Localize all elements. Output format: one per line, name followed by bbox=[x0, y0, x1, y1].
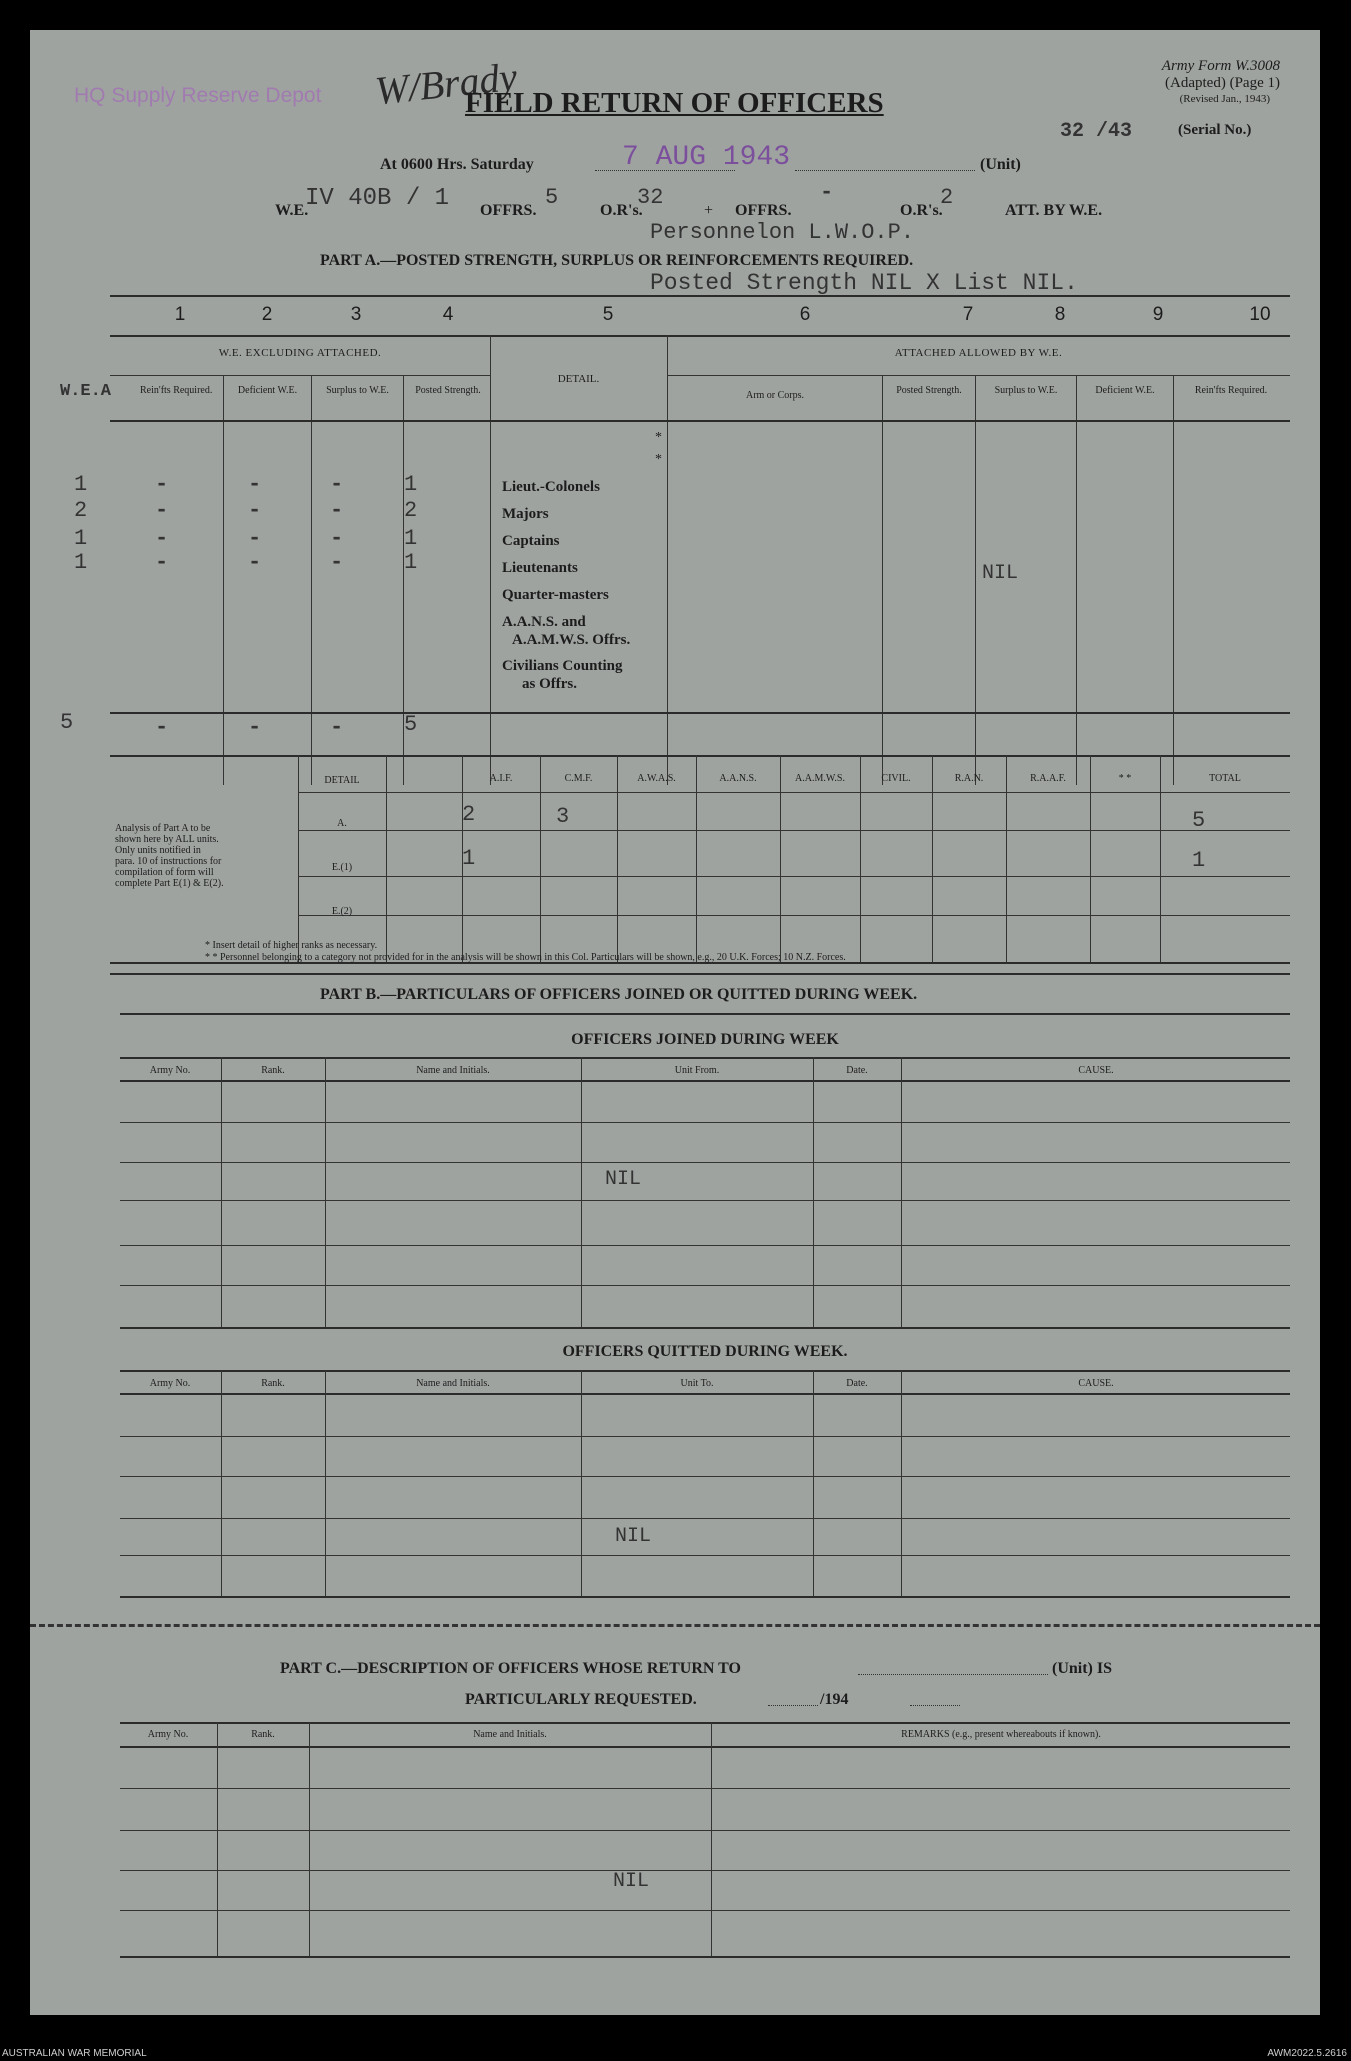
col-header-reinf-att: Rein'fts Required. bbox=[1194, 385, 1268, 396]
grid-line bbox=[932, 755, 933, 962]
rule bbox=[120, 1722, 1290, 1724]
analysis-row-label: E.(2) bbox=[331, 906, 353, 917]
joined-col-header: Unit From. bbox=[674, 1065, 720, 1076]
at-label: At 0600 Hrs. Saturday bbox=[380, 156, 534, 173]
rule bbox=[110, 755, 1290, 757]
grid-line bbox=[223, 375, 224, 785]
analysis-row-label: E.(1) bbox=[331, 862, 353, 873]
col-header-reinf: Rein'fts Required. bbox=[140, 385, 213, 396]
part-c-col-header: REMARKS (e.g., present whereabouts if known). bbox=[901, 1729, 1101, 1740]
part-c-unit: (Unit) IS bbox=[1052, 1660, 1113, 1677]
joined-col-header: Rank. bbox=[261, 1065, 285, 1076]
joined-col-header: Army No. bbox=[149, 1065, 191, 1076]
deficient-cell: - bbox=[248, 526, 262, 551]
reinf-cell: - bbox=[155, 498, 169, 523]
rank-label: Majors bbox=[502, 506, 549, 522]
analysis-col-header: DETAIL bbox=[324, 775, 360, 786]
grid-line bbox=[813, 1370, 814, 1596]
col-number: 5 bbox=[602, 304, 614, 325]
ors-value: 32 bbox=[637, 185, 664, 210]
analysis-col-header: CIVIL. bbox=[881, 773, 911, 784]
grid-line bbox=[1090, 755, 1091, 962]
grid-line bbox=[581, 1370, 582, 1596]
surplus-cell: - bbox=[330, 498, 344, 523]
date-stamp: 7 AUG 1943 bbox=[622, 142, 791, 173]
total-we: 5 bbox=[60, 710, 74, 735]
personnel-note: Personnelon L.W.O.P. bbox=[650, 220, 915, 245]
grid-line bbox=[696, 755, 697, 962]
grid-line bbox=[860, 755, 861, 962]
rule bbox=[110, 335, 1290, 337]
reinf-cell: - bbox=[155, 472, 169, 497]
quitted-col-header: Army No. bbox=[149, 1378, 191, 1389]
grid-line bbox=[581, 1057, 582, 1327]
grid-line bbox=[882, 375, 883, 785]
posted-cell: 1 bbox=[404, 472, 418, 497]
rule bbox=[120, 1788, 1290, 1789]
grid-line bbox=[1160, 755, 1161, 962]
col-header-deficient: Deficient W.E. bbox=[237, 385, 298, 396]
reinf-cell: - bbox=[155, 526, 169, 551]
part-c-col-header: Army No. bbox=[147, 1729, 189, 1740]
part-c-date-format: /194 bbox=[820, 1691, 849, 1708]
grid-line bbox=[540, 755, 541, 962]
form-title: FIELD RETURN OF OFFICERS bbox=[465, 87, 884, 119]
analysis-col-header: A.I.F. bbox=[489, 773, 513, 784]
total-a-value: 5 bbox=[1192, 808, 1206, 833]
attached-header: ATTACHED ALLOWED BY W.E. bbox=[894, 347, 1063, 359]
col-header-posted-att: Posted Strength. bbox=[896, 385, 962, 396]
rule bbox=[120, 1285, 1290, 1286]
col-number: 4 bbox=[442, 304, 454, 325]
total-deficient: - bbox=[248, 715, 262, 740]
col-number: 3 bbox=[350, 304, 362, 325]
grid-line bbox=[667, 335, 668, 785]
quitted-nil: NIL bbox=[615, 1525, 652, 1548]
quitted-col-header: Rank. bbox=[261, 1378, 285, 1389]
signature: W/Brady bbox=[373, 53, 520, 114]
joined-col-header: CAUSE. bbox=[1078, 1065, 1114, 1076]
rule bbox=[298, 830, 1290, 831]
rule bbox=[120, 1370, 1290, 1372]
quitted-col-header: CAUSE. bbox=[1078, 1378, 1114, 1389]
rule bbox=[120, 1870, 1290, 1871]
col-number: 1 bbox=[174, 304, 186, 325]
analysis-row-label: A. bbox=[337, 818, 347, 829]
grid-line bbox=[298, 755, 299, 962]
rank-label: A.A.N.S. and bbox=[502, 614, 586, 630]
we-excluding-header: W.E. EXCLUDING ATTACHED. bbox=[218, 347, 382, 359]
deficient-cell: - bbox=[248, 498, 262, 523]
col-number: 7 bbox=[962, 304, 974, 325]
deficient-cell: - bbox=[248, 472, 262, 497]
grid-line bbox=[1006, 755, 1007, 962]
analysis-col-header: A.A.M.W.S. bbox=[795, 773, 845, 784]
ors2-label: O.R's. bbox=[900, 202, 943, 219]
plus-sign: + bbox=[704, 202, 714, 219]
quitted-col-header: Unit To. bbox=[680, 1378, 714, 1389]
grid-line bbox=[617, 755, 618, 962]
attached-nil: NIL bbox=[982, 562, 1019, 585]
joined-col-header: Date. bbox=[846, 1065, 868, 1076]
we-count: 1 bbox=[74, 472, 88, 497]
att-label: ATT. BY W.E. bbox=[1005, 202, 1103, 219]
note-line: compilation of form will bbox=[115, 867, 214, 878]
rule bbox=[667, 375, 1290, 376]
column-numbers bbox=[110, 304, 1290, 328]
army-form-label: Army Form W.3008 bbox=[1161, 58, 1280, 74]
col-header-surplus: Surplus to W.E. bbox=[326, 385, 389, 396]
serial-label: (Serial No.) bbox=[1178, 122, 1252, 138]
offrs-label: OFFRS. bbox=[480, 202, 537, 219]
part-c-col-header: Rank. bbox=[251, 1729, 275, 1740]
offrs2-label: OFFRS. bbox=[735, 202, 792, 219]
grid-line bbox=[813, 1057, 814, 1327]
analysis-col-header: A.A.N.S. bbox=[719, 773, 757, 784]
star-mark: * bbox=[655, 452, 662, 467]
total-e1-value: 1 bbox=[1192, 848, 1206, 873]
grid-line bbox=[780, 755, 781, 962]
rank-label: Civilians Counting bbox=[502, 658, 623, 674]
footnote-2: * * Personnel belonging to a category not provided for in the analysis will be shown in this Col. Particulars will be shown, e.g., 20 U.K. Forces; 10 N.Z. Forces. bbox=[205, 952, 846, 963]
rule bbox=[298, 876, 1290, 877]
part-a-title: PART A.—POSTED STRENGTH, SURPLUS OR REINFORCEMENTS REQUIRED. bbox=[320, 252, 914, 269]
joined-title: OFFICERS JOINED DURING WEEK bbox=[571, 1031, 839, 1048]
unit-dots bbox=[858, 1674, 1048, 1675]
we-label: W.E. bbox=[275, 202, 309, 219]
analysis-col-header: A.W.A.S. bbox=[637, 773, 676, 784]
grid-line bbox=[311, 375, 312, 785]
rank-label: Lieut.-Colonels bbox=[502, 479, 600, 495]
rule bbox=[120, 1327, 1290, 1329]
rank-label: Quarter-masters bbox=[502, 587, 609, 603]
grid-line bbox=[221, 1057, 222, 1327]
rule bbox=[120, 1910, 1290, 1911]
cmf-a-value: 3 bbox=[556, 804, 570, 829]
rule bbox=[120, 1596, 1290, 1598]
footer-left: AUSTRALIAN WAR MEMORIAL bbox=[2, 2048, 147, 2059]
rule bbox=[120, 1956, 1290, 1958]
analysis-col-header: TOTAL bbox=[1209, 773, 1241, 784]
rule bbox=[120, 1830, 1290, 1831]
col-header-posted: Posted Strength. bbox=[415, 385, 481, 396]
quitted-col-header: Name and Initials. bbox=[416, 1378, 490, 1389]
rule bbox=[110, 375, 490, 376]
part-c-line2: PARTICULARLY REQUESTED. bbox=[465, 1691, 697, 1708]
col-header-surplus-att: Surplus to W.E. bbox=[994, 385, 1058, 396]
rank-label: as Offrs. bbox=[522, 676, 577, 692]
col-number: 9 bbox=[1152, 304, 1164, 325]
unit-label: (Unit) bbox=[980, 156, 1021, 173]
we-a-label: W.E.A bbox=[60, 382, 112, 401]
rule bbox=[110, 712, 1290, 714]
aif-e1-value: 1 bbox=[462, 846, 476, 871]
grid-line bbox=[901, 1370, 902, 1596]
perforation-line bbox=[30, 1624, 1320, 1627]
rule bbox=[120, 1080, 1290, 1082]
surplus-cell: - bbox=[330, 472, 344, 497]
serial-value: 32 /43 bbox=[1060, 120, 1133, 143]
grid-line bbox=[386, 755, 387, 962]
rule bbox=[298, 792, 1290, 793]
surplus-cell: - bbox=[330, 526, 344, 551]
analysis-col-header: R.A.A.F. bbox=[1030, 773, 1066, 784]
total-reinf: - bbox=[155, 715, 169, 740]
rule bbox=[120, 1245, 1290, 1246]
rule bbox=[120, 1200, 1290, 1201]
part-a-typed-note: Posted Strength NIL X List NIL. bbox=[650, 270, 1078, 296]
note-line: para. 10 of instructions for bbox=[115, 856, 222, 867]
joined-col-header: Name and Initials. bbox=[416, 1065, 490, 1076]
note-line: shown here by ALL units. bbox=[115, 834, 219, 845]
detail-header: DETAIL. bbox=[557, 373, 600, 385]
grid-line bbox=[309, 1722, 310, 1956]
part-b-title: PART B.—PARTICULARS OF OFFICERS JOINED OR QUITTED DURING WEEK. bbox=[320, 986, 918, 1003]
rule bbox=[120, 1162, 1290, 1163]
deficient-cell: - bbox=[248, 550, 262, 575]
offrs-value: 5 bbox=[545, 185, 559, 210]
rule bbox=[298, 915, 1290, 916]
col-number: 8 bbox=[1054, 304, 1066, 325]
grid-line bbox=[1173, 375, 1174, 785]
grid-line bbox=[1076, 375, 1077, 785]
surplus-cell: - bbox=[330, 550, 344, 575]
we-count: 2 bbox=[74, 498, 88, 523]
grid-line bbox=[490, 335, 491, 785]
date-dots bbox=[768, 1705, 818, 1706]
reinf-cell: - bbox=[155, 550, 169, 575]
we-count: 1 bbox=[74, 550, 88, 575]
part-c-title: PART C.—DESCRIPTION OF OFFICERS WHOSE RETURN TO bbox=[280, 1660, 741, 1677]
total-surplus: - bbox=[330, 715, 344, 740]
rank-label: Captains bbox=[502, 533, 560, 549]
col-header-arm: Arm or Corps. bbox=[745, 390, 805, 401]
rule bbox=[110, 420, 1290, 422]
grid-line bbox=[325, 1057, 326, 1327]
analysis-col-header: * * bbox=[1118, 773, 1132, 784]
we-value: IV 40B / 1 bbox=[305, 185, 450, 212]
grid-line bbox=[975, 375, 976, 785]
note-line: complete Part E(1) & E(2). bbox=[115, 878, 224, 889]
quitted-col-header: Date. bbox=[846, 1378, 868, 1389]
total-posted: 5 bbox=[404, 712, 418, 737]
rule bbox=[120, 1393, 1290, 1395]
posted-cell: 2 bbox=[404, 498, 418, 523]
rule bbox=[120, 1013, 1290, 1015]
date-dots bbox=[910, 1705, 960, 1706]
analysis-col-header: C.M.F. bbox=[564, 773, 593, 784]
note-line: Only units notified in bbox=[115, 845, 201, 856]
posted-cell: 1 bbox=[404, 526, 418, 551]
footnote-1: * Insert detail of higher ranks as necessary. bbox=[205, 940, 378, 951]
analysis-note bbox=[115, 823, 295, 889]
col-number: 6 bbox=[799, 304, 811, 325]
rank-label: Lieutenants bbox=[502, 560, 578, 576]
rule bbox=[120, 1518, 1290, 1519]
col-number: 10 bbox=[1249, 304, 1271, 325]
archive-footer bbox=[0, 2047, 1351, 2061]
grid-line bbox=[221, 1370, 222, 1596]
part-c-nil: NIL bbox=[613, 1870, 650, 1893]
we-count: 1 bbox=[74, 526, 88, 551]
star-mark: * bbox=[655, 430, 662, 445]
col-header-deficient-att: Deficient W.E. bbox=[1095, 385, 1155, 396]
rule bbox=[120, 1436, 1290, 1437]
unit-dots bbox=[795, 170, 975, 171]
grid-line bbox=[711, 1722, 712, 1956]
rank-label: A.A.M.W.S. Offrs. bbox=[512, 632, 631, 648]
aif-a-value: 2 bbox=[462, 802, 476, 827]
posted-cell: 1 bbox=[404, 550, 418, 575]
rule bbox=[120, 1122, 1290, 1123]
rule bbox=[120, 1555, 1290, 1556]
rule bbox=[110, 973, 1290, 975]
rule bbox=[120, 1057, 1290, 1059]
rule bbox=[110, 295, 1290, 297]
ors-label: O.R's. bbox=[600, 202, 643, 219]
form-page bbox=[30, 30, 1320, 2015]
col-number: 2 bbox=[261, 304, 273, 325]
joined-nil: NIL bbox=[605, 1168, 642, 1191]
unit-stamp: HQ Supply Reserve Depot bbox=[74, 84, 322, 107]
rule bbox=[120, 1746, 1290, 1748]
revised-label: (Revised Jan., 1943) bbox=[1179, 93, 1270, 105]
grid-line bbox=[901, 1057, 902, 1327]
grid-line bbox=[325, 1370, 326, 1596]
analysis-col-header: R.A.N. bbox=[954, 773, 984, 784]
quitted-title: OFFICERS QUITTED DURING WEEK. bbox=[562, 1343, 848, 1360]
grid-line bbox=[217, 1722, 218, 1956]
offrs2-value: - bbox=[820, 180, 834, 205]
note-line: Analysis of Part A to be bbox=[115, 823, 211, 834]
footer-right: AWM2022.5.2616 bbox=[1267, 2048, 1347, 2059]
adapted-label: (Adapted) (Page 1) bbox=[1165, 75, 1280, 91]
part-c-col-header: Name and Initials. bbox=[473, 1729, 547, 1740]
ors2-value: 2 bbox=[940, 185, 954, 210]
rule bbox=[120, 1476, 1290, 1477]
